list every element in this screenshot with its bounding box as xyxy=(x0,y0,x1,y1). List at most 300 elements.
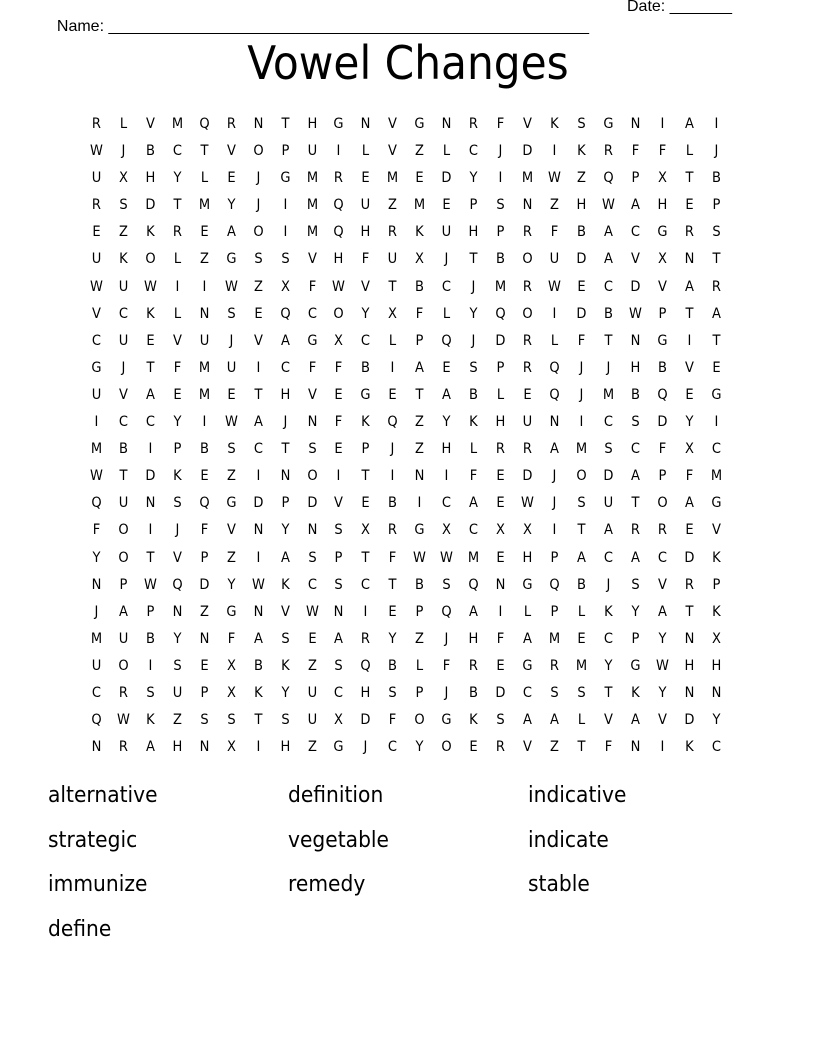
grid-letter: V xyxy=(657,576,667,593)
grid-letter: L xyxy=(550,332,559,349)
grid-letter: J xyxy=(606,359,611,376)
grid-letter: L xyxy=(685,143,693,160)
grid-letter: C xyxy=(630,224,640,241)
grid-letter: E xyxy=(388,386,397,403)
grid-letter: T xyxy=(200,143,209,160)
grid-letter: W xyxy=(628,305,642,322)
grid-letter: K xyxy=(146,712,155,729)
grid-letter: Z xyxy=(253,278,263,295)
grid-letter: R xyxy=(388,522,398,539)
grid-letter: Z xyxy=(226,468,236,485)
grid-letter: V xyxy=(145,116,155,132)
grid-letter: L xyxy=(389,332,397,349)
grid-letter: E xyxy=(388,603,397,620)
grid-letter: X xyxy=(496,522,506,539)
grid-letter: S xyxy=(200,712,209,729)
grid-letter: J xyxy=(471,332,476,349)
grid-letter: P xyxy=(550,603,559,620)
grid-letter: R xyxy=(469,116,479,132)
grid-letter: A xyxy=(549,441,559,458)
grid-letter: T xyxy=(685,603,694,620)
grid-letter: V xyxy=(172,332,182,349)
grid-letter: C xyxy=(118,414,128,431)
grid-letter: C xyxy=(145,414,155,431)
grid-letter: P xyxy=(469,197,478,214)
grid-letter: L xyxy=(496,386,505,403)
grid-letter: E xyxy=(146,332,155,349)
grid-letter: S xyxy=(442,576,451,593)
grid-letter: X xyxy=(361,522,371,539)
grid-letter: A xyxy=(226,224,236,241)
grid-letter: C xyxy=(253,441,263,458)
word-search-grid xyxy=(83,111,730,761)
grid-letter: D xyxy=(576,305,587,322)
grid-letter: Q xyxy=(172,576,183,593)
grid-letter: F xyxy=(335,414,343,431)
grid-letter: L xyxy=(523,603,532,620)
grid-letter: H xyxy=(630,359,641,376)
grid-letter: D xyxy=(495,332,506,349)
grid-letter: E xyxy=(307,630,317,647)
grid-letter: P xyxy=(361,441,370,458)
grid-letter: L xyxy=(443,143,451,160)
grid-letter: I xyxy=(579,414,584,431)
grid-letter: G xyxy=(91,359,102,376)
grid-letter: S xyxy=(631,414,640,431)
grid-letter: V xyxy=(253,332,263,349)
grid-letter: Y xyxy=(388,630,397,647)
grid-letter: M xyxy=(198,359,210,376)
grid-letter: A xyxy=(522,630,532,647)
grid-letter: B xyxy=(711,170,721,187)
grid-letter: M xyxy=(90,630,103,647)
grid-letter: Z xyxy=(199,251,209,268)
grid-letter: R xyxy=(334,170,344,187)
grid-letter: Z xyxy=(199,603,209,620)
grid-letter: P xyxy=(415,332,424,349)
grid-letter: P xyxy=(415,684,424,701)
grid-letter: C xyxy=(469,143,479,160)
grid-letter: T xyxy=(254,712,263,729)
grid-letter: I xyxy=(336,143,341,160)
word-bank-item: immunize xyxy=(48,872,148,897)
grid-letter: S xyxy=(550,684,559,701)
grid-letter: D xyxy=(495,684,506,701)
grid-letter: F xyxy=(496,116,505,132)
grid-letter: B xyxy=(415,278,425,295)
grid-letter: Y xyxy=(173,170,182,187)
grid-letter: E xyxy=(577,630,586,647)
grid-letter: N xyxy=(334,603,344,620)
grid-letter: F xyxy=(415,305,424,322)
word-bank-item: strategic xyxy=(48,827,138,853)
grid-letter: W xyxy=(547,278,561,295)
grid-letter: C xyxy=(630,441,640,458)
grid-letter: H xyxy=(360,684,371,701)
grid-letter: K xyxy=(711,603,721,620)
grid-letter: S xyxy=(631,576,640,593)
grid-letter: I xyxy=(94,414,99,431)
grid-letter: X xyxy=(280,278,290,295)
grid-letter: J xyxy=(552,495,557,512)
grid-letter: C xyxy=(603,414,613,431)
grid-letter: C xyxy=(91,332,102,349)
grid-letter: E xyxy=(496,549,505,566)
grid-letter: V xyxy=(388,143,398,160)
grid-letter: L xyxy=(173,251,181,268)
grid-letter: G xyxy=(279,170,291,187)
grid-letter: U xyxy=(91,170,102,187)
grid-letter: B xyxy=(657,359,667,376)
grid-letter: N xyxy=(441,116,452,132)
grid-letter: G xyxy=(522,657,533,674)
grid-letter: G xyxy=(333,739,344,756)
grid-letter: R xyxy=(522,441,532,458)
grid-letter: M xyxy=(306,170,318,187)
grid-letter: U xyxy=(307,143,317,160)
grid-letter: Q xyxy=(441,603,452,620)
grid-letter: J xyxy=(283,414,287,431)
grid-letter: Q xyxy=(199,116,210,132)
grid-letter: M xyxy=(387,170,399,187)
grid-letter: K xyxy=(550,116,559,132)
grid-letter: E xyxy=(469,739,478,756)
grid-letter: E xyxy=(227,170,236,187)
grid-letter: A xyxy=(442,386,452,403)
grid-letter: D xyxy=(360,712,371,729)
grid-letter: C xyxy=(91,684,102,701)
grid-letter: O xyxy=(118,549,129,566)
grid-letter: W xyxy=(143,576,157,593)
grid-letter: E xyxy=(200,224,209,241)
grid-letter: E xyxy=(200,657,209,674)
grid-letter: G xyxy=(522,576,533,593)
grid-letter: P xyxy=(281,495,289,512)
grid-letter: Y xyxy=(658,684,667,701)
grid-letter: G xyxy=(333,116,344,132)
grid-letter: E xyxy=(442,359,451,376)
grid-letter: T xyxy=(577,739,586,756)
grid-letter: I xyxy=(256,549,261,566)
grid-letter: J xyxy=(444,251,449,268)
grid-letter: Q xyxy=(333,224,345,241)
grid-letter: L xyxy=(119,116,128,132)
grid-letter: K xyxy=(711,549,721,566)
grid-letter: E xyxy=(361,495,370,512)
grid-letter: U xyxy=(172,684,183,701)
grid-letter: N xyxy=(630,332,641,349)
grid-letter: J xyxy=(714,143,718,160)
grid-letter: Z xyxy=(172,712,182,729)
grid-letter: I xyxy=(498,603,503,620)
grid-letter: J xyxy=(94,603,99,620)
grid-letter: Y xyxy=(658,630,667,647)
grid-letter: V xyxy=(91,305,101,322)
grid-letter: M xyxy=(467,549,480,566)
grid-letter: U xyxy=(118,278,129,295)
grid-letter: H xyxy=(280,739,290,756)
grid-letter: Q xyxy=(549,359,560,376)
grid-letter: I xyxy=(687,332,692,349)
grid-letter: K xyxy=(280,576,290,593)
grid-letter: B xyxy=(415,576,425,593)
grid-letter: G xyxy=(414,116,425,132)
grid-letter: D xyxy=(522,143,533,160)
grid-letter: F xyxy=(496,630,505,647)
grid-letter: A xyxy=(280,332,290,349)
grid-letter: C xyxy=(334,684,344,701)
grid-letter: U xyxy=(199,332,209,349)
word-bank-item: define xyxy=(48,916,112,942)
grid-letter: R xyxy=(522,224,532,241)
grid-letter: A xyxy=(469,603,479,620)
grid-letter: X xyxy=(684,441,694,458)
grid-letter: A xyxy=(145,739,155,756)
grid-letter: Z xyxy=(549,739,559,756)
grid-letter: E xyxy=(684,386,694,403)
grid-letter: P xyxy=(631,170,640,187)
grid-letter: W xyxy=(116,712,130,729)
grid-letter: E xyxy=(92,224,101,241)
grid-letter: B xyxy=(630,386,640,403)
grid-letter: H xyxy=(576,197,587,214)
grid-letter: V xyxy=(522,739,532,756)
grid-letter: L xyxy=(443,305,451,322)
page-title: Vowel Changes xyxy=(247,36,569,90)
grid-letter: U xyxy=(118,630,129,647)
grid-letter: I xyxy=(148,657,153,674)
grid-letter: V xyxy=(361,278,371,295)
grid-letter: O xyxy=(118,522,129,539)
grid-letter: R xyxy=(91,197,101,214)
grid-letter: G xyxy=(414,522,425,539)
grid-letter: F xyxy=(389,712,397,729)
grid-letter: T xyxy=(577,522,586,539)
grid-letter: M xyxy=(521,170,534,187)
grid-letter: R xyxy=(361,630,371,647)
grid-letter: F xyxy=(389,549,397,566)
grid-letter: R xyxy=(603,143,613,160)
grid-letter: J xyxy=(606,576,611,593)
grid-letter: Z xyxy=(226,549,236,566)
grid-letter: F xyxy=(469,468,478,485)
grid-letter: P xyxy=(200,549,209,566)
grid-letter: J xyxy=(444,684,449,701)
grid-letter: A xyxy=(522,712,532,729)
grid-letter: N xyxy=(711,684,721,701)
grid-letter: B xyxy=(361,359,371,376)
grid-letter: D xyxy=(522,468,533,485)
grid-letter: E xyxy=(577,278,586,295)
grid-letter: H xyxy=(360,224,371,241)
grid-letter: E xyxy=(361,170,370,187)
grid-letter: T xyxy=(604,684,613,701)
grid-letter: J xyxy=(444,630,449,647)
grid-letter: X xyxy=(711,630,721,647)
grid-letter: B xyxy=(145,143,155,160)
grid-letter: A xyxy=(603,251,613,268)
grid-letter: S xyxy=(496,197,505,214)
grid-letter: S xyxy=(711,224,721,241)
grid-letter: N xyxy=(253,522,263,539)
grid-letter: H xyxy=(172,739,183,756)
grid-letter: Q xyxy=(91,495,102,512)
grid-letter: G xyxy=(226,251,237,268)
grid-letter: S xyxy=(173,657,182,674)
grid-letter: S xyxy=(334,522,344,539)
grid-letter: B xyxy=(388,495,398,512)
grid-letter: Q xyxy=(279,305,291,322)
word-bank-item: remedy xyxy=(288,872,366,897)
grid-letter: C xyxy=(603,630,613,647)
grid-letter: J xyxy=(121,359,126,376)
grid-letter: V xyxy=(118,386,128,403)
grid-letter: H xyxy=(468,630,479,647)
grid-letter: G xyxy=(630,657,641,674)
grid-letter: U xyxy=(91,386,102,403)
grid-letter: A xyxy=(118,603,128,620)
grid-letter: R xyxy=(549,657,559,674)
grid-letter: Z xyxy=(549,197,559,214)
grid-letter: G xyxy=(226,495,237,512)
grid-letter: P xyxy=(631,630,640,647)
grid-letter: P xyxy=(281,143,289,160)
grid-letter: J xyxy=(229,332,234,349)
grid-letter: W xyxy=(251,576,265,593)
grid-letter: K xyxy=(684,739,694,756)
grid-letter: D xyxy=(306,495,317,512)
grid-letter: C xyxy=(603,278,613,295)
grid-letter: R xyxy=(388,224,398,241)
grid-letter: K xyxy=(253,684,263,701)
grid-letter: A xyxy=(280,549,290,566)
grid-letter: S xyxy=(280,630,290,647)
grid-letter: Z xyxy=(307,657,317,674)
grid-letter: C xyxy=(442,495,452,512)
grid-letter: N xyxy=(684,251,694,268)
grid-letter: S xyxy=(227,441,236,458)
grid-letter: I xyxy=(390,468,395,485)
grid-letter: G xyxy=(306,332,318,349)
grid-letter: V xyxy=(280,603,290,620)
grid-letter: R xyxy=(226,116,236,132)
grid-letter: S xyxy=(577,116,586,132)
grid-letter: I xyxy=(714,414,718,431)
grid-letter: H xyxy=(307,116,317,132)
word-bank-item: indicative xyxy=(528,783,627,808)
grid-letter: B xyxy=(496,251,506,268)
grid-letter: V xyxy=(334,495,344,512)
grid-letter: E xyxy=(523,386,532,403)
grid-letter: T xyxy=(685,305,694,322)
grid-letter: J xyxy=(579,359,584,376)
grid-letter: X xyxy=(334,712,344,729)
grid-letter: O xyxy=(576,468,587,485)
grid-letter: D xyxy=(199,576,210,593)
grid-letter: O xyxy=(118,657,129,674)
grid-letter: C xyxy=(307,576,317,593)
grid-letter: S xyxy=(604,441,613,458)
grid-letter: W xyxy=(224,278,238,295)
grid-letter: I xyxy=(498,170,503,187)
grid-letter: D xyxy=(441,170,452,187)
grid-letter: U xyxy=(388,251,398,268)
grid-letter: R xyxy=(118,684,128,701)
grid-letter: K xyxy=(603,603,613,620)
grid-letter: N xyxy=(145,495,156,512)
grid-letter: X xyxy=(415,251,425,268)
grid-letter: A xyxy=(630,197,640,214)
grid-letter: A xyxy=(334,630,344,647)
grid-letter: X xyxy=(388,305,398,322)
grid-letter: I xyxy=(202,414,207,431)
grid-letter: M xyxy=(548,630,561,647)
grid-letter: J xyxy=(390,441,395,458)
grid-letter: Y xyxy=(631,603,640,620)
grid-letter: T xyxy=(173,197,182,214)
grid-letter: F xyxy=(308,359,316,376)
grid-letter: L xyxy=(416,657,424,674)
grid-letter: R xyxy=(711,278,721,295)
grid-letter: K xyxy=(469,414,478,431)
grid-letter: B xyxy=(469,684,479,701)
grid-letter: X xyxy=(657,251,667,268)
grid-letter: E xyxy=(334,386,344,403)
grid-letter: Y xyxy=(361,305,370,322)
grid-letter: T xyxy=(415,386,424,403)
grid-letter: I xyxy=(444,468,449,485)
grid-letter: N xyxy=(253,116,263,132)
grid-letter: W xyxy=(332,278,346,295)
grid-letter: X xyxy=(226,657,236,674)
grid-letter: R xyxy=(172,224,182,241)
grid-letter: T xyxy=(469,251,478,268)
grid-letter: C xyxy=(388,739,398,756)
grid-letter: J xyxy=(121,143,126,160)
grid-letter: E xyxy=(684,522,694,539)
grid-letter: J xyxy=(552,468,557,485)
grid-letter: H xyxy=(684,657,695,674)
grid-letter: D xyxy=(684,712,695,729)
grid-letter: W xyxy=(305,603,319,620)
grid-letter: C xyxy=(172,143,182,160)
grid-letter: C xyxy=(711,739,721,756)
grid-letter: T xyxy=(119,468,128,485)
grid-letter: M xyxy=(414,197,426,214)
grid-letter: Q xyxy=(91,712,102,729)
grid-letter: I xyxy=(148,441,153,458)
grid-letter: V xyxy=(630,251,640,268)
grid-letter: F xyxy=(658,143,666,160)
grid-letter: H xyxy=(145,170,156,187)
grid-letter: F xyxy=(308,278,316,295)
grid-letter: A xyxy=(603,522,613,539)
grid-letter: E xyxy=(253,305,263,322)
grid-letter: I xyxy=(148,522,153,539)
grid-letter: O xyxy=(441,739,452,756)
grid-letter: L xyxy=(577,712,585,729)
grid-letter: W xyxy=(143,278,157,295)
grid-letter: Q xyxy=(549,386,560,403)
grid-letter: F xyxy=(631,143,639,160)
grid-letter: H xyxy=(657,197,668,214)
grid-letter: I xyxy=(660,116,665,132)
grid-letter: R xyxy=(495,441,506,458)
grid-letter: Y xyxy=(281,522,290,539)
grid-letter: N xyxy=(253,603,263,620)
grid-letter: L xyxy=(577,603,585,620)
grid-letter: D xyxy=(657,414,668,431)
